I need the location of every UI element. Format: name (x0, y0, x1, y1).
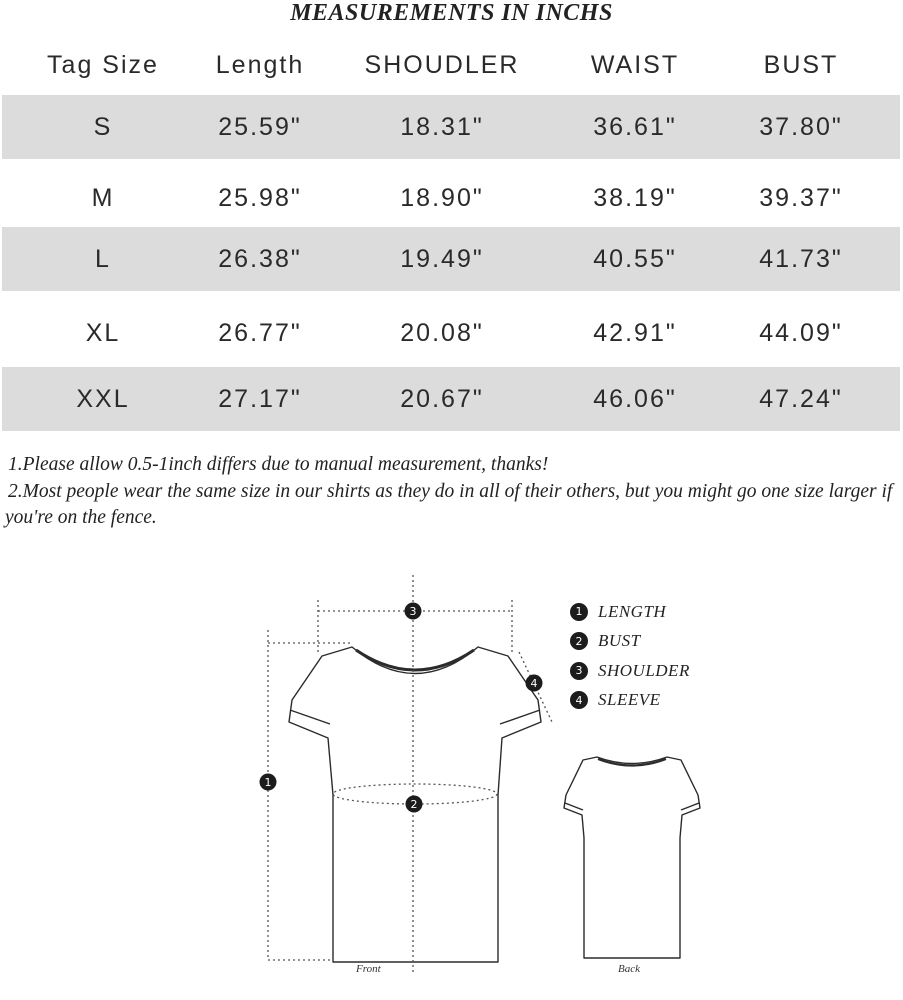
cell-length: 26.38" (218, 244, 302, 273)
cell-bust: 41.73" (759, 244, 843, 273)
cell-size: M (91, 183, 115, 212)
cell-length: 26.77" (218, 318, 302, 347)
cell-bust: 44.09" (759, 318, 843, 347)
notes (0, 452, 903, 532)
cell-shoulder: 20.67" (400, 384, 484, 413)
legend-number: 4 (570, 691, 588, 709)
legend-item-shoulder (570, 656, 690, 686)
back-shirt-outline (564, 757, 700, 958)
cell-shoulder: 19.49" (400, 244, 484, 273)
cell-bust: 39.37" (759, 183, 843, 212)
legend-label: LENGTH (598, 601, 667, 621)
marker-bust-label: 2 (410, 798, 418, 811)
cell-waist: 38.19" (593, 183, 677, 212)
header-tag-size: Tag Size (47, 50, 159, 79)
legend-number: 3 (570, 662, 588, 680)
legend-label: SLEEVE (598, 690, 661, 710)
legend-number: 2 (570, 632, 588, 650)
marker-length (260, 774, 277, 791)
marker-sleeve (526, 675, 543, 692)
legend-item-length (570, 597, 690, 627)
cell-size: XL (85, 318, 121, 347)
cell-bust: 37.80" (759, 112, 843, 141)
cell-waist: 36.61" (593, 112, 677, 141)
marker-shoulder-label: 3 (409, 605, 417, 618)
legend-number: 1 (570, 603, 588, 621)
cell-size: XXL (76, 384, 130, 413)
header-bust: BUST (763, 50, 839, 79)
marker-shoulder (405, 603, 422, 620)
cell-waist: 40.55" (593, 244, 677, 273)
front-neckline (356, 650, 474, 670)
diagram-legend (570, 597, 690, 715)
table-row (2, 95, 900, 159)
marker-sleeve-label: 4 (530, 677, 538, 690)
cell-size: S (93, 112, 113, 141)
marker-length-label: 1 (264, 776, 272, 789)
cell-bust: 47.24" (759, 384, 843, 413)
page-title: MEASUREMENTS IN INCHS (290, 0, 613, 26)
table-row (2, 227, 900, 291)
cell-size: L (95, 244, 111, 273)
cell-waist: 46.06" (593, 384, 677, 413)
table-header (2, 40, 900, 90)
note-2: 2.Most people wear the same size in our shirts as they do in all of their others, but you might go one size larger if you're on the fence. (5, 480, 893, 528)
cell-length: 25.98" (218, 183, 302, 212)
cell-shoulder: 18.31" (400, 112, 484, 141)
cell-shoulder: 18.90" (400, 183, 484, 212)
cell-waist: 42.91" (593, 318, 677, 347)
back-caption: Back (618, 963, 640, 975)
front-caption: Front (356, 963, 381, 975)
table-row (2, 166, 900, 230)
table-row (2, 367, 900, 431)
legend-item-sleeve (570, 686, 690, 716)
measurement-diagram (0, 560, 903, 1000)
cell-shoulder: 20.08" (400, 318, 484, 347)
header-shoulder: SHOUDLER (364, 50, 520, 79)
header-length: Length (215, 50, 305, 79)
header-waist: WAIST (590, 50, 680, 79)
table-row (2, 301, 900, 365)
legend-label: SHOULDER (598, 660, 690, 680)
marker-bust (406, 796, 423, 813)
legend-item-bust (570, 627, 690, 657)
cell-length: 25.59" (218, 112, 302, 141)
legend-label: BUST (598, 631, 641, 651)
note-1: 1.Please allow 0.5-1inch differs due to manual measurement, thanks! (8, 454, 549, 475)
cell-length: 27.17" (218, 384, 302, 413)
